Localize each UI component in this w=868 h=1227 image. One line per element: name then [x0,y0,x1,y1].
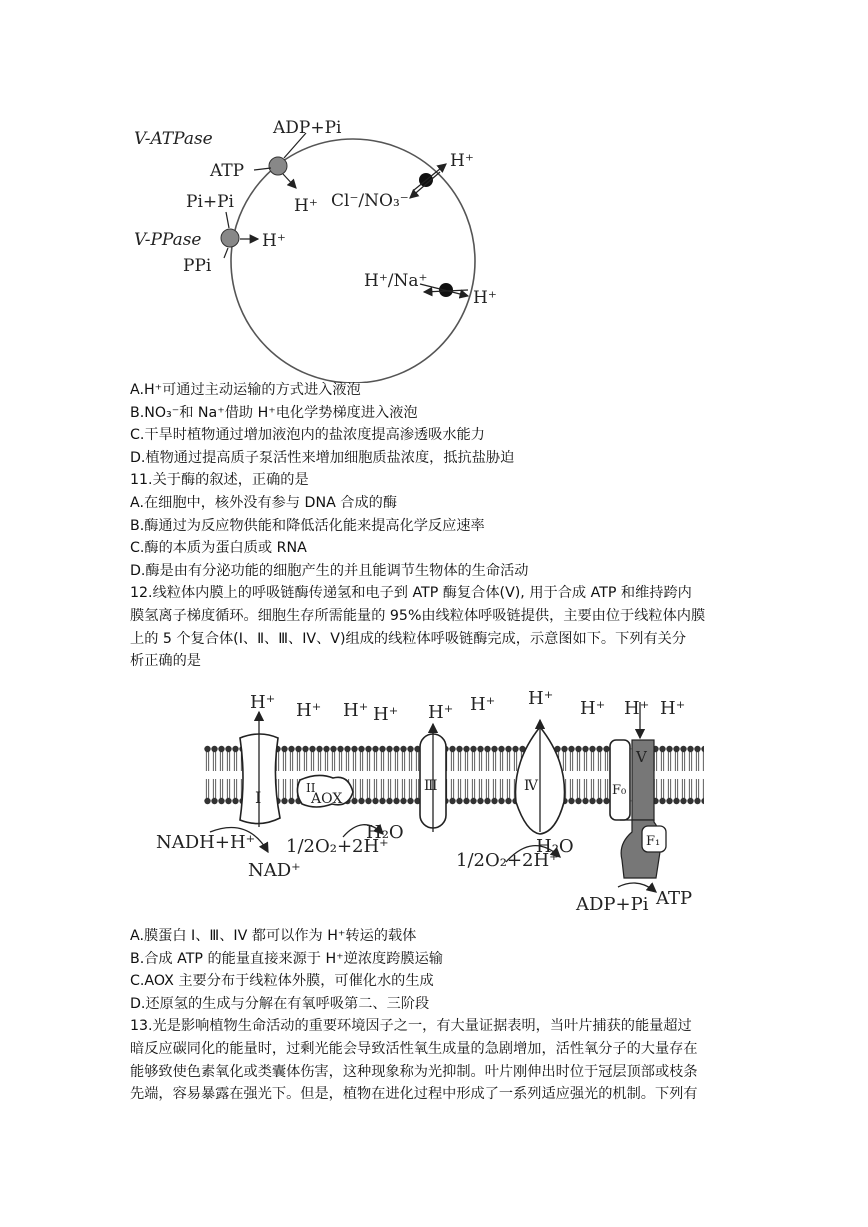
h-plus-3: H⁺ [343,700,369,721]
o2-reaction-2: 1/2O₂+2H⁺ [456,850,559,871]
q13-stem-line-3: 能够致使色素氧化或类囊体伤害，这种现象称为光抑制。叶片刚伸出时位于冠层顶部或枝条 [130,1063,698,1080]
h-plus-9: H⁺ [624,698,650,719]
q12-option-c: C.AOX 主要分布于线粒体外膜，可催化水的生成 [130,973,434,990]
q11-stem: 11.关于酶的叙述，正确的是 [130,472,309,489]
f0-label: F₀ [612,783,627,798]
f1-label: F₁ [646,834,661,849]
complex-4-label: Ⅳ [524,778,538,794]
text-block-2 [130,925,730,1106]
aox-label: AOX [311,791,343,807]
q10-option-b: B.NO₃⁻和 Na⁺借助 H⁺电化学势梯度进入液泡 [130,404,418,421]
q12-stem-line-4: 析正确的是 [130,653,201,670]
adp-pi-label: ADP+Pi [273,118,342,138]
q10-option-a: A.H⁺可通过主动运输的方式进入液泡 [130,382,361,398]
text-block-1 [130,379,730,673]
q11-option-a: A.在细胞中，核外没有参与 DNA 合成的酶 [130,494,398,511]
complex-1-label: I [255,788,262,807]
q11-option-c: C.酶的本质为蛋白质或 RNA [130,540,307,557]
nadh-label: NADH+H⁺ [156,832,256,853]
q12-stem-line-1: 12.线粒体内膜上的呼吸链酶传递氢和电子到 ATP 酶复合体(V), 用于合成 ATP 和维持跨内 [130,585,692,602]
q12-option-b: B.合成 ATP 的能量直接来源于 H⁺逆浓度跨膜运输 [130,950,443,967]
nad-label: NAD⁺ [248,860,301,881]
vacuole-diagram [128,108,518,383]
q12-option-d: D.还原氢的生成与分解在有氧呼吸第二、三阶段 [130,995,430,1012]
v-atpase-pump [269,157,287,175]
complex-3-label: Ⅲ [424,778,438,794]
atp-label: ATP [210,161,245,181]
h-plus-6: H⁺ [470,694,496,715]
f0-subunit [610,740,630,820]
q13-stem-line-2: 暗反应碳同化的能量时，过剩光能会导致活性氧生成量的急剧增加，活性氧分子的大量存在 [130,1040,698,1057]
h-plus-7: H⁺ [528,688,554,709]
h-plus-2: H⁺ [296,700,322,721]
h2o-label-1: H₂O [366,822,404,843]
h-plus-4: H⁺ [373,704,399,725]
q12-stem-line-3: 上的 5 个复合体(I、Ⅱ、Ⅲ、IV、V)组成的线粒体呼吸链酶完成，示意图如下。下列有关分 [130,630,687,647]
q11-option-b: B.酶通过为反应物供能和降低活化能来提高化学反应速率 [130,517,485,534]
respiratory-chain-diagram [148,682,718,917]
q12-option-a: A.膜蛋白 I、Ⅲ、IV 都可以作为 H⁺转运的载体 [130,928,417,944]
h-ppase-label: H⁺ [262,231,286,251]
cl-no3-label: Cl⁻/NO₃⁻ [331,191,409,211]
h-na-out-label: H⁺ [473,288,497,308]
vacuole-membrane [231,139,475,383]
v-ppase-label: V-PPase [134,230,202,250]
h-plus-1: H⁺ [250,692,276,713]
atp-label: ATP [656,888,693,909]
q12-stem-line-2: 膜氢离子梯度循环。细胞生存所需能量的 95%由线粒体呼吸链提供，主要由位于线粒体内膜 [130,607,706,624]
h-plus-8: H⁺ [580,698,606,719]
q13-stem-line-4: 先端，容易暴露在强光下。但是，植物在进化过程中形成了一系列适应强光的机制。下列有 [130,1086,698,1103]
q11-option-d: D.酶是由有分泌功能的细胞产生的并且能调节生物体的生命活动 [130,562,529,579]
h2o-label-2: H₂O [536,836,574,857]
h-out-atp-label: H⁺ [294,196,318,216]
h-na-label: H⁺/Na⁺ [364,271,428,291]
q13-stem-line-1: 13.光是影响植物生命活动的重要环境因子之一，有大量证据表明，当叶片捕获的能量超过 [130,1018,692,1035]
v-atpase-label: V-ATPase [134,129,213,149]
pi-pi-label: Pi+Pi [186,192,234,212]
o2-reaction-1: 1/2O₂+2H⁺ [286,836,389,857]
h-plus-5: H⁺ [428,702,454,723]
q10-option-d: D.植物通过提高质子泵活性来增加细胞质盐浓度，抵抗盐胁迫 [130,449,515,466]
v-ppase-pump [221,229,239,247]
complex-2-label: II [306,781,316,795]
ppi-label: PPi [183,256,212,276]
adp-pi-label: ADP+Pi [576,894,649,915]
q10-option-c: C.干旱时植物通过增加液泡内的盐浓度提高渗透吸水能力 [130,427,485,444]
h-cl-label: H⁺ [450,151,474,171]
v-label: V [636,748,647,766]
complex-1 [240,734,280,824]
h-plus-10: H⁺ [660,698,686,719]
